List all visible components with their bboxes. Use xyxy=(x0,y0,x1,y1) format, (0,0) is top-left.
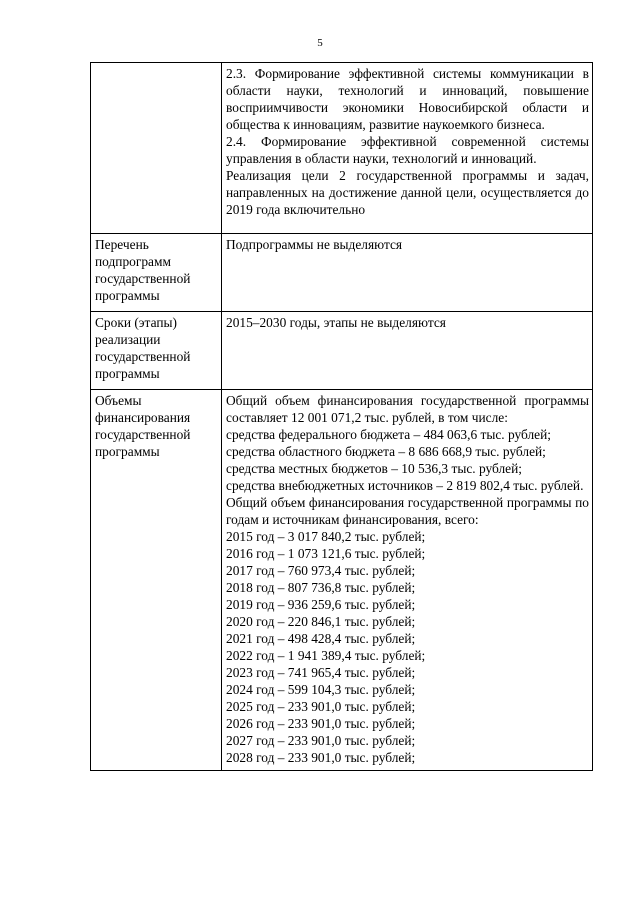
page-number: 5 xyxy=(317,37,323,49)
year-funding-item: 2018 год – 807 736,8 тыс. рублей; xyxy=(226,580,416,595)
row-content xyxy=(222,63,593,234)
year-funding-item: 2025 год – 233 901,0 тыс. рублей; xyxy=(226,699,416,714)
year-funding-item: 2016 год – 1 073 121,6 тыс. рублей; xyxy=(226,546,426,561)
year-funding-item: 2019 год – 936 259,6 тыс. рублей; xyxy=(226,597,416,612)
table-row xyxy=(91,390,593,771)
year-funding-item: 2027 год – 233 901,0 тыс. рублей; xyxy=(226,733,416,748)
program-passport-table xyxy=(90,62,593,771)
year-funding-item: 2020 год – 220 846,1 тыс. рублей; xyxy=(226,614,416,629)
row-label: Сроки (этапы) реализации государственной программы xyxy=(91,312,222,390)
row-content xyxy=(222,390,593,771)
row-content xyxy=(222,312,593,390)
year-funding-item: 2028 год – 233 901,0 тыс. рублей; xyxy=(226,750,416,765)
year-funding-item: 2022 год – 1 941 389,4 тыс. рублей; xyxy=(226,648,426,663)
regional-budget-text: средства областного бюджета – 8 686 668,9 тыс. рублей; xyxy=(226,444,546,459)
task-2-4-text: 2.4. Формирование эффективной современной системы управления в области науки, технологий и инноваций. xyxy=(226,134,589,166)
year-funding-item: 2015 год – 3 017 840,2 тыс. рублей; xyxy=(226,529,426,544)
year-funding-item: 2026 год – 233 901,0 тыс. рублей; xyxy=(226,716,416,731)
table-row xyxy=(91,312,593,390)
year-funding-item: 2017 год – 760 973,4 тыс. рублей; xyxy=(226,563,416,578)
terms-text: 2015–2030 годы, этапы не выделяются xyxy=(226,315,446,330)
local-budget-text: средства местных бюджетов – 10 536,3 тыс. рублей; xyxy=(226,461,522,476)
goal-2-implementation-text: Реализация цели 2 государственной программы и задач, направленных на достижение данной цели, осуществляется до 2019 года включительно xyxy=(226,168,589,217)
task-2-3-text: 2.3. Формирование эффективной системы коммуникации в области науки, технологий и инноваций, повышение восприимчивости экономики Новосибирской области и общества к инновациям, развитие наукоемкого бизнеса. xyxy=(226,66,589,132)
year-funding-item: 2021 год – 498 428,4 тыс. рублей; xyxy=(226,631,416,646)
subprograms-text: Подпрограммы не выделяются xyxy=(226,237,403,252)
table-row xyxy=(91,63,593,234)
total-funding-text: Общий объем финансирования государственной программы составляет 12 001 071,2 тыс. рублей, в том числе: xyxy=(226,393,589,425)
year-funding-item: 2023 год – 741 965,4 тыс. рублей; xyxy=(226,665,416,680)
funding-by-year-intro: Общий объем финансирования государственной программы по годам и источникам финансирования, всего: xyxy=(226,495,589,527)
row-label: Объемы финансирования государственной программы xyxy=(91,390,222,771)
year-funding-item: 2024 год – 599 104,3 тыс. рублей; xyxy=(226,682,416,697)
row-content xyxy=(222,234,593,312)
row-label xyxy=(91,63,222,234)
table-row xyxy=(91,234,593,312)
row-label: Перечень подпрограмм государственной программы xyxy=(91,234,222,312)
federal-budget-text: средства федерального бюджета – 484 063,6 тыс. рублей; xyxy=(226,427,552,442)
extrabudgetary-text: средства внебюджетных источников – 2 819 802,4 тыс. рублей. xyxy=(226,478,584,493)
